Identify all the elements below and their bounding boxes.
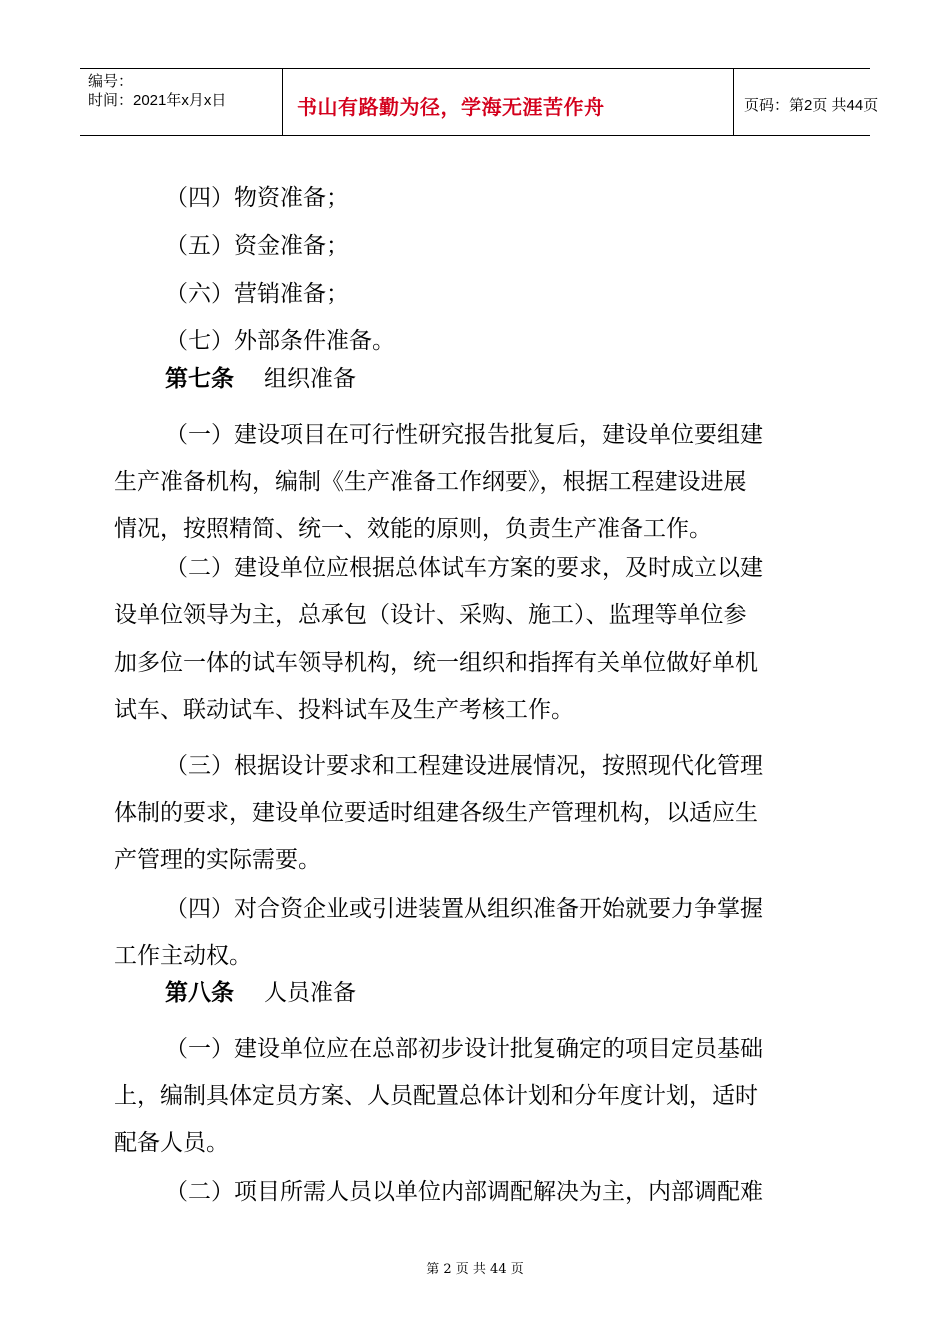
article-8-title: 人员准备 (264, 980, 356, 1006)
text-line: （二）项目所需人员以单位内部调配解决为主，内部调配难 (165, 1179, 763, 1205)
page-footer: 第 2 页 共 44 页 (426, 1262, 524, 1277)
article-7-number: 第七条 (165, 366, 234, 392)
text-line: 生产准备机构，编制《生产准备工作纲要》，根据工程建设进展 (114, 469, 747, 495)
text-line: （一）建设项目在可行性研究报告批复后，建设单位要组建 (165, 422, 763, 448)
text-line: 情况，按照精简、统一、效能的原则，负责生产准备工作。 (114, 516, 712, 542)
article-7-title: 组织准备 (264, 366, 356, 392)
text-line: 体制的要求，建设单位要适时组建各级生产管理机构，以适应生 (114, 800, 758, 826)
header-motto-cell (282, 69, 734, 135)
text-line: （四）对合资企业或引进装置从组织准备开始就要力争掌握 (165, 896, 763, 922)
document-number-label: 编号： (88, 73, 134, 90)
text-line: （二）建设单位应根据总体试车方案的要求，及时成立以建 (165, 555, 763, 581)
article-7-heading (165, 364, 356, 394)
article-8-number: 第八条 (165, 980, 234, 1006)
text-line: 工作主动权。 (114, 943, 252, 969)
text-line: （四）物资准备； (165, 185, 349, 211)
header-page-cell (734, 69, 879, 135)
document-date-label: 时间：2021年x月x日 (88, 92, 227, 109)
article-8-heading (165, 978, 356, 1008)
text-line: 配备人员。 (114, 1130, 229, 1156)
header-page-info: 页码：第2页 共44页 (744, 97, 879, 114)
text-line: 上，编制具体定员方案、人员配置总体计划和分年度计划，适时 (114, 1083, 758, 1109)
text-line: 设单位领导为主，总承包（设计、采购、施工）、监理等单位参 (114, 602, 747, 628)
header-meta-cell (80, 69, 282, 135)
text-line: （五）资金准备； (165, 233, 349, 259)
text-line: （一）建设单位应在总部初步设计批复确定的项目定员基础 (165, 1036, 763, 1062)
text-line: （七）外部条件准备。 (165, 328, 395, 354)
text-line: 产管理的实际需要。 (114, 847, 321, 873)
text-line: 试车、联动试车、投料试车及生产考核工作。 (114, 697, 574, 723)
text-line: （六）营销准备； (165, 281, 349, 307)
header-motto: 书山有路勤为径，学海无涯苦作舟 (297, 95, 605, 119)
page-header (80, 68, 879, 136)
text-line: （三）根据设计要求和工程建设进展情况，按照现代化管理 (165, 753, 763, 779)
text-line: 加多位一体的试车领导机构，统一组织和指挥有关单位做好单机 (114, 650, 758, 676)
